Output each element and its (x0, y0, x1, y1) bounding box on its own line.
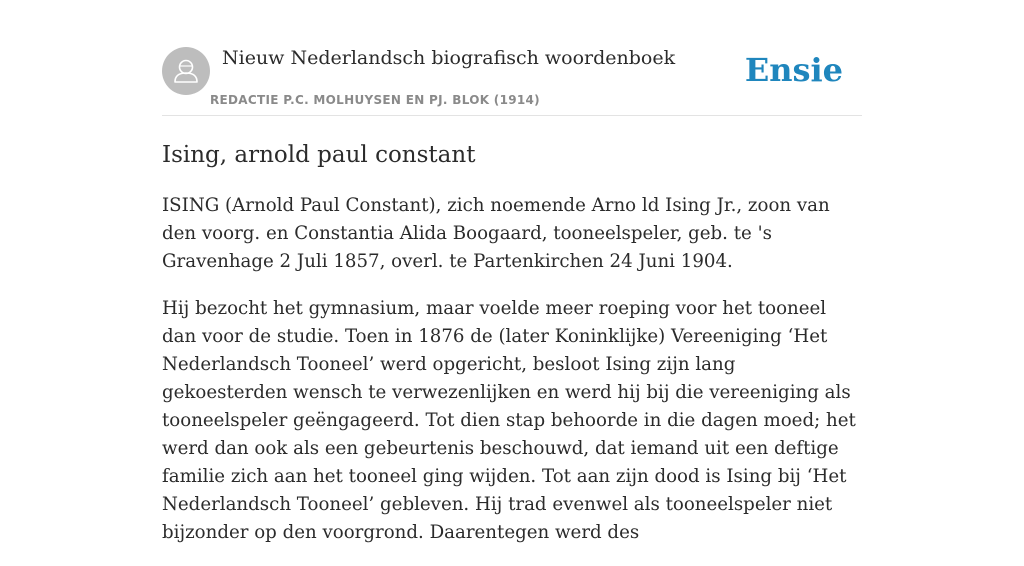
book-header (162, 0, 862, 116)
entry-paragraph-2: Hij bezocht het gymnasium, maar voelde meer roeping voor het tooneel dan voor de studie. Toen in 1876 de (later Koninklijke) Vereeniging ‘Het Nederlandsch Tooneel’ werd opgericht, besloot Ising zijn lang gekoesterden wensch te verwezenlijken en werd hij bij die vereeniging als tooneelspeler geëngageerd. Tot dien stap behoorde in die dagen moed; het werd dan ook als een gebeurtenis beschouwd, dat iemand uit een deftige familie zich aan het tooneel ging wijden. Tot aan zijn dood is Ising bij ‘Het Nederlandsch Tooneel’ gebleven. Hij trad evenwel als tooneelspeler niet bijzonder op den voorgrond. Daarentegen werd des (162, 298, 856, 543)
book-title[interactable]: Nieuw Nederlandsch biografisch woordenboek (222, 47, 676, 69)
entry-title: Ising, arnold paul constant (162, 142, 476, 168)
page (162, 0, 862, 543)
book-editors: REDACTIE P.C. MOLHUYSEN EN PJ. BLOK (1914) (210, 93, 540, 107)
author-avatar[interactable] (162, 47, 210, 95)
user-icon (162, 47, 210, 95)
entry-paragraph-1: ISING (Arnold Paul Constant), zich noemende Arno ld Ising Jr., zoon van den voorg. en Constantia Alida Boogaard, tooneelspeler, geb. te 's Gravenhage 2 Juli 1857, overl. te Partenkirchen 24 Juni 1904. (162, 195, 830, 272)
entry-content (162, 192, 862, 566)
ensie-logo-link[interactable]: Ensie (744, 51, 843, 89)
